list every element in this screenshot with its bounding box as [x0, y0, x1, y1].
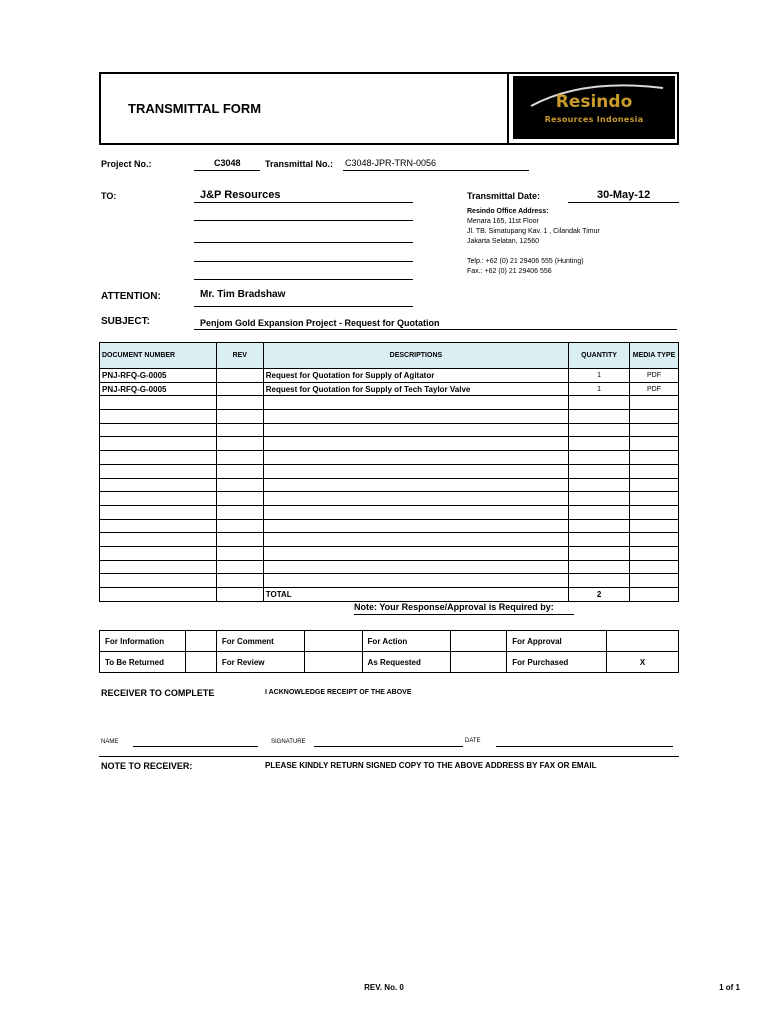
receiver-title: RECEIVER TO COMPLETE: [101, 688, 215, 698]
note-to-receiver-text: PLEASE KINDLY RETURN SIGNED COPY TO THE ABOVE ADDRESS BY FAX OR EMAIL: [265, 761, 597, 770]
table-row-empty: [100, 574, 679, 588]
form-title: TRANSMITTAL FORM: [128, 101, 262, 116]
table-row-empty: [100, 478, 679, 492]
action-label: For Information: [100, 631, 186, 652]
table-header-row: [100, 343, 679, 369]
doc-number: PNJ-RFQ-G-0005: [100, 382, 217, 396]
project-no-value: C3048: [214, 158, 241, 168]
response-note: Note: Your Response/Approval is Required by:: [354, 602, 554, 612]
doc-rev: [216, 382, 263, 396]
response-note-underline: [354, 614, 574, 615]
table-row: [100, 369, 679, 383]
action-checkbox[interactable]: [451, 631, 507, 652]
subject-value: Penjom Gold Expansion Project - Request for Quotation: [200, 318, 440, 328]
to-line-5: [194, 279, 413, 280]
transmittal-no-line: [343, 170, 529, 171]
table-row-empty: [100, 423, 679, 437]
address-line-3: Jakarta Selatan, 12560: [467, 238, 539, 245]
col-quantity: QUANTITY: [569, 343, 630, 369]
action-table: [99, 630, 679, 673]
table-row-empty: [100, 560, 679, 574]
project-no-label: Project No.:: [101, 159, 152, 169]
table-row-empty: [100, 451, 679, 465]
action-row: [100, 631, 679, 652]
attention-line: [194, 306, 413, 307]
header-divider: [507, 72, 509, 145]
document-table: [99, 342, 679, 602]
address-line-2: Jl. TB. Simatupang Kav. 1 , Cilandak Timur: [467, 228, 600, 235]
acknowledge-text: I ACKNOWLEDGE RECEIPT OF THE ABOVE: [265, 689, 412, 696]
action-label: For Review: [216, 652, 304, 673]
telp: Telp.: +62 (0) 21 29406 555 (Hunting): [467, 258, 584, 265]
col-descriptions: DESCRIPTIONS: [263, 343, 568, 369]
transmittal-no-value: C3048-JPR-TRN-0056: [345, 158, 437, 168]
fax: Fax.: +62 (0) 21 29406 556: [467, 268, 552, 275]
action-checkbox[interactable]: [304, 652, 362, 673]
doc-quantity: 1: [569, 369, 630, 383]
col-rev: REV: [216, 343, 263, 369]
doc-media: PDF: [630, 382, 679, 396]
total-label: TOTAL: [263, 588, 568, 602]
doc-description: Request for Quotation for Supply of Tech Taylor Valve: [263, 382, 568, 396]
to-line-4: [194, 261, 413, 262]
action-checkbox[interactable]: [607, 631, 679, 652]
doc-media: PDF: [630, 369, 679, 383]
table-row-empty: [100, 505, 679, 519]
to-line-3: [194, 242, 413, 243]
to-value: J&P Resources: [200, 189, 281, 201]
action-checkbox[interactable]: [304, 631, 362, 652]
action-label: As Requested: [362, 652, 451, 673]
transmittal-date-line: [568, 202, 679, 203]
table-row-empty: [100, 533, 679, 547]
attention-value: Mr. Tim Bradshaw: [200, 289, 286, 300]
date-label: DATE: [465, 738, 481, 744]
page-number: 1 of 1: [719, 983, 740, 992]
note-to-receiver-label: NOTE TO RECEIVER:: [101, 761, 193, 771]
col-media-type: MEDIA TYPE: [630, 343, 679, 369]
project-no-line: [194, 170, 260, 171]
doc-number: PNJ-RFQ-G-0005: [100, 369, 217, 383]
logo-main-text: Resindo: [555, 92, 633, 112]
table-row-empty: [100, 410, 679, 424]
signature-label: SIGNATURE: [271, 739, 306, 745]
transmittal-date-value: 30-May-12: [597, 189, 651, 201]
action-checkbox[interactable]: [451, 652, 507, 673]
revision-number: REV. No. 0: [364, 983, 404, 992]
office-address-label: Resindo Office Address:: [467, 208, 549, 215]
receiver-divider: [99, 756, 679, 757]
total-value: 2: [569, 588, 630, 602]
subject-label: SUBJECT:: [101, 316, 150, 327]
company-logo: [513, 76, 675, 139]
table-row-empty: [100, 492, 679, 506]
transmittal-no-label: Transmittal No.:: [265, 159, 334, 169]
action-checkbox[interactable]: [185, 631, 216, 652]
col-document-number: DOCUMENT NUMBER: [100, 343, 217, 369]
attention-label: ATTENTION:: [101, 291, 161, 302]
subject-line: [194, 329, 677, 330]
signature-field[interactable]: [314, 746, 463, 747]
table-row: [100, 382, 679, 396]
to-label: TO:: [101, 191, 117, 201]
to-line-1: [194, 202, 413, 203]
action-label: For Comment: [216, 631, 304, 652]
for-purchased-mark[interactable]: X: [607, 652, 679, 673]
table-row-empty: [100, 519, 679, 533]
to-line-2: [194, 220, 413, 221]
logo-sub-text: Resources Indonesia: [544, 115, 644, 124]
table-row-empty: [100, 396, 679, 410]
action-label: To Be Returned: [100, 652, 186, 673]
address-line-1: Menara 165, 11st Floor: [467, 218, 539, 225]
table-total-row: [100, 588, 679, 602]
transmittal-date-label: Transmittal Date:: [467, 191, 541, 201]
name-label: NAME: [101, 739, 119, 745]
doc-description: Request for Quotation for Supply of Agitator: [263, 369, 568, 383]
action-label: For Action: [362, 631, 451, 652]
table-row-empty: [100, 437, 679, 451]
table-row-empty: [100, 546, 679, 560]
doc-quantity: 1: [569, 382, 630, 396]
date-field[interactable]: [496, 746, 673, 747]
action-label: For Purchased: [507, 652, 607, 673]
action-row: [100, 652, 679, 673]
name-field[interactable]: [133, 746, 258, 747]
table-row-empty: [100, 464, 679, 478]
action-checkbox[interactable]: [185, 652, 216, 673]
action-label: For Approval: [507, 631, 607, 652]
doc-rev: [216, 369, 263, 383]
